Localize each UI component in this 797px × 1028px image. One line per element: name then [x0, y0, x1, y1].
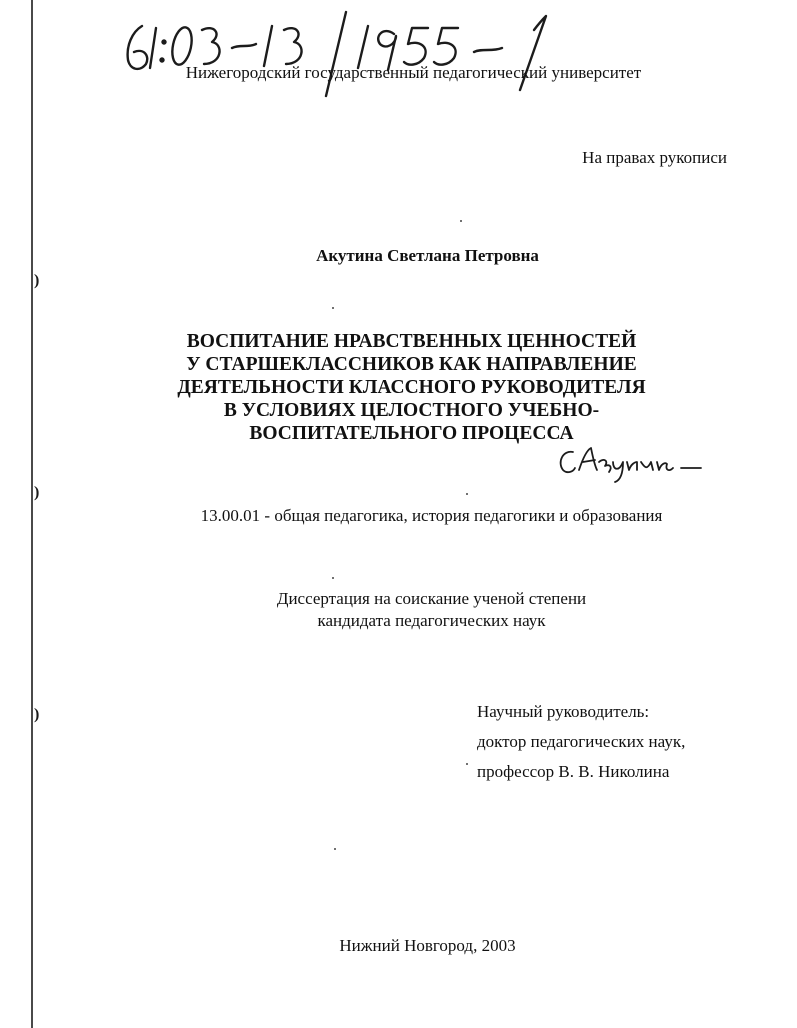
- university-name: Нижегородский государственный педагогический университет: [185, 63, 642, 82]
- supervisor-name: профессор В. В. Николина: [477, 762, 670, 781]
- dissertation-title: [0, 330, 797, 445]
- scan-speck: [332, 577, 334, 579]
- scan-speck: [466, 763, 468, 765]
- binding-hole-mark: ): [34, 706, 40, 723]
- city-year: Нижний Новгород, 2003: [339, 936, 516, 955]
- author-signature: [555, 440, 715, 485]
- scan-speck: [460, 220, 462, 222]
- author-name: Акутина Светлана Петровна: [316, 246, 539, 265]
- supervisor-label: Научный руководитель:: [477, 702, 650, 721]
- scan-speck: [334, 848, 336, 850]
- handwritten-archive-code: [118, 8, 638, 98]
- supervisor-block: [477, 697, 685, 787]
- supervisor-degree: доктор педагогических наук,: [477, 732, 686, 751]
- scan-speck: [466, 493, 468, 495]
- binding-hole-mark: ): [34, 272, 40, 289]
- title-line: У СТАРШЕКЛАССНИКОВ КАК НАПРАВЛЕНИЕ: [186, 354, 637, 375]
- degree-statement: [0, 588, 797, 632]
- degree-line: кандидата педагогических наук: [317, 611, 546, 630]
- title-line: ВОСПИТАНИЕ НРАВСТВЕННЫХ ЦЕННОСТЕЙ: [186, 331, 637, 352]
- title-line: ВОСПИТАТЕЛЬНОГО ПРОЦЕССА: [249, 423, 574, 444]
- rights-note: На правах рукописи: [582, 148, 727, 167]
- degree-line: Диссертация на соискание ученой степени: [276, 589, 587, 608]
- specialty-code: 13.00.01 - общая педагогика, история педагогики и образования: [200, 506, 663, 525]
- title-line: ДЕЯТЕЛЬНОСТИ КЛАССНОГО РУКОВОДИТЕЛЯ: [177, 377, 646, 398]
- binding-hole-mark: ): [34, 484, 40, 501]
- scan-speck: [332, 307, 334, 309]
- title-line: В УСЛОВИЯХ ЦЕЛОСТНОГО УЧЕБНО-: [223, 400, 600, 421]
